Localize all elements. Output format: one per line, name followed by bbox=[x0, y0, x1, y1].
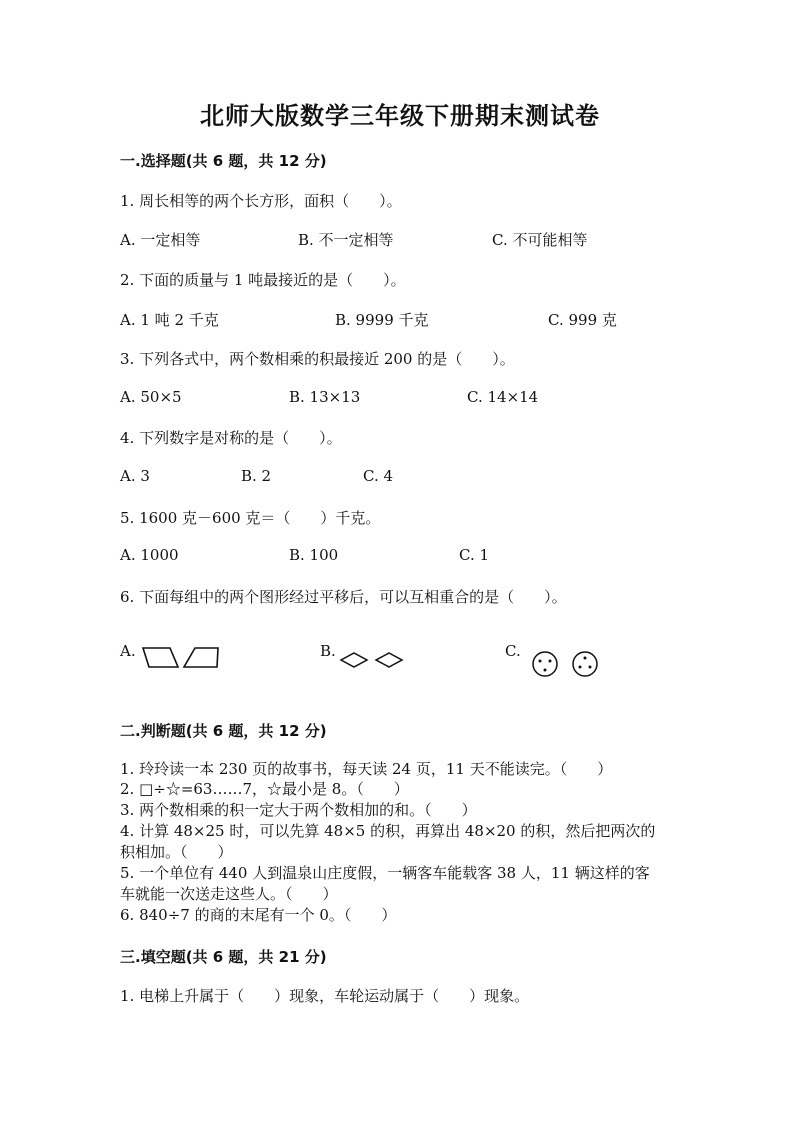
rhombus-shape bbox=[341, 653, 367, 667]
question-stem: 6. 下面每组中的两个图形经过平移后，可以互相重合的是（ ）。 bbox=[120, 588, 567, 606]
dot bbox=[539, 660, 542, 663]
option-c: C. 14×14 bbox=[467, 388, 539, 406]
rhombus-pair-figure bbox=[338, 650, 408, 670]
dot bbox=[579, 666, 582, 669]
option-b: B. 9999 千克 bbox=[335, 311, 429, 329]
option-b: B. 13×13 bbox=[289, 388, 361, 406]
judge-line: 2. □÷☆=63……7，☆最小是 8。（ ） bbox=[120, 780, 409, 798]
option-b: B. 100 bbox=[289, 546, 339, 564]
option-b: B. 2 bbox=[241, 467, 272, 485]
section-heading-choice: 一.选择题(共 6 题，共 12 分) bbox=[120, 152, 327, 170]
question-stem: 5. 1600 克－600 克＝（ ）千克。 bbox=[120, 509, 381, 527]
dot bbox=[584, 657, 587, 660]
dot bbox=[549, 660, 552, 663]
question-stem: 4. 下列数字是对称的是（ ）。 bbox=[120, 429, 342, 447]
question-stem: 1. 周长相等的两个长方形，面积（ ）。 bbox=[120, 192, 402, 210]
parallelogram-pair-figure bbox=[140, 645, 225, 671]
option-c: C. 4 bbox=[363, 467, 394, 485]
section-heading-judge: 二.判断题(共 6 题，共 12 分) bbox=[120, 722, 327, 740]
question-stem: 2. 下面的质量与 1 吨最接近的是（ ）。 bbox=[120, 271, 406, 289]
judge-line: 积相加。（ ） bbox=[120, 843, 233, 861]
option-a: A. 1000 bbox=[120, 546, 179, 564]
option-a: A. 3 bbox=[120, 467, 150, 485]
page-title: 北师大版数学三年级下册期末测试卷 bbox=[200, 102, 600, 130]
circle-shape bbox=[533, 652, 557, 676]
judge-line: 4. 计算 48×25 时，可以先算 48×5 的积，再算出 48×20 的积，然后把两次的 bbox=[120, 822, 656, 840]
option-b: B. bbox=[320, 642, 336, 660]
trapezoid-shape bbox=[143, 648, 178, 667]
rhombus-shape bbox=[376, 653, 402, 667]
judge-line: 5. 一个单位有 440 人到温泉山庄度假，一辆客车能载客 38 人，11 辆这样的客 bbox=[120, 864, 650, 882]
judge-line: 3. 两个数相乘的积一定大于两个数相加的和。（ ） bbox=[120, 801, 477, 819]
dotted-circle-pair-figure bbox=[528, 650, 606, 678]
judge-line: 6. 840÷7 的商的末尾有一个 0。（ ） bbox=[120, 906, 397, 924]
dot bbox=[544, 669, 547, 672]
trapezoid-shape-flipped bbox=[184, 648, 218, 667]
option-a: A. bbox=[120, 642, 136, 660]
judge-line: 1. 玲玲读一本 230 页的故事书，每天读 24 页，11 天不能读完。（ ） bbox=[120, 760, 613, 778]
dot bbox=[589, 666, 592, 669]
question-stem: 1. 电梯上升属于（ ）现象，车轮运动属于（ ）现象。 bbox=[120, 987, 530, 1005]
option-a: A. 1 吨 2 千克 bbox=[120, 311, 219, 329]
option-c: C. 不可能相等 bbox=[492, 231, 588, 249]
option-c: C. bbox=[505, 642, 521, 660]
section-heading-fill: 三.填空题(共 6 题，共 21 分) bbox=[120, 948, 327, 966]
option-a: A. 50×5 bbox=[120, 388, 182, 406]
option-b: B. 不一定相等 bbox=[298, 231, 394, 249]
option-c: C. 999 克 bbox=[548, 311, 617, 329]
option-c: C. 1 bbox=[459, 546, 490, 564]
option-a: A. 一定相等 bbox=[120, 231, 201, 249]
question-stem: 3. 下列各式中，两个数相乘的积最接近 200 的是（ ）。 bbox=[120, 350, 515, 368]
circle-shape bbox=[573, 652, 597, 676]
judge-line: 车就能一次送走这些人。（ ） bbox=[120, 885, 338, 903]
